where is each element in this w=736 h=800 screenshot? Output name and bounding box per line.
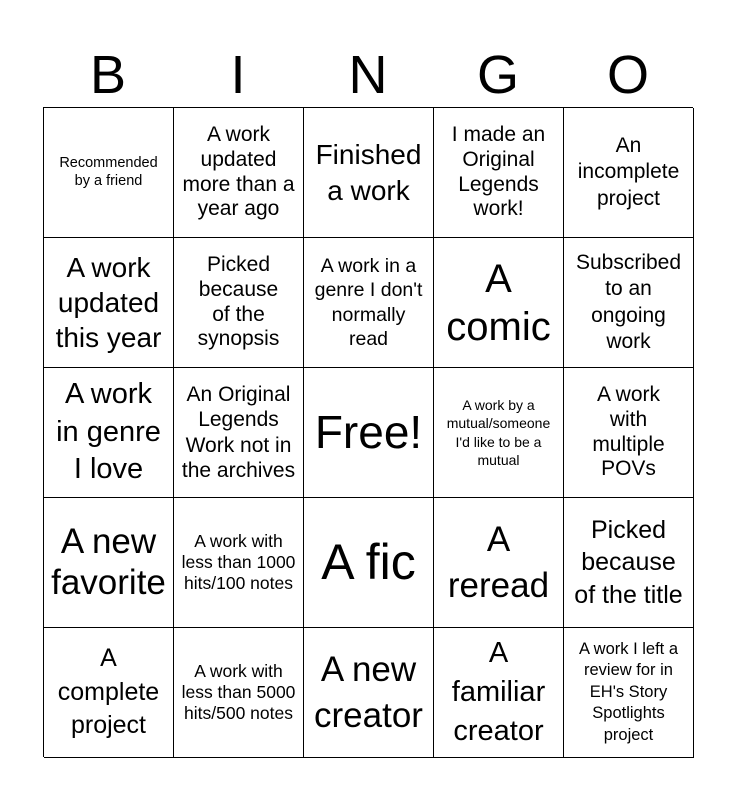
bingo-cell-text: A complete project (57, 643, 160, 740)
bingo-cell-text: An incomplete project (577, 134, 680, 210)
bingo-cell[interactable] (564, 238, 694, 368)
bingo-header (43, 42, 693, 108)
bingo-cell[interactable] (44, 368, 174, 498)
bingo-cell[interactable] (434, 628, 564, 758)
bingo-cell-text: A new favorite (51, 522, 166, 602)
bingo-grid (43, 107, 693, 757)
bingo-cell-text: A familiar creator (451, 636, 546, 748)
bingo-cell[interactable] (174, 108, 304, 238)
bingo-cell-text: A new creator (314, 650, 423, 735)
bingo-cell-text: Picked because of the title (574, 515, 683, 609)
header-letter-o: O (606, 45, 649, 105)
bingo-cell[interactable] (434, 368, 564, 498)
bingo-cell-text: A work I left a review for in EH's Story Spotlights project (578, 639, 679, 744)
bingo-cell[interactable] (174, 498, 304, 628)
bingo-cell[interactable] (304, 238, 434, 368)
bingo-cell[interactable] (304, 368, 434, 498)
bingo-cell-text: A work with less than 1000 hits/100 notes (181, 531, 296, 593)
bingo-cell[interactable] (434, 108, 564, 238)
bingo-cell[interactable] (304, 628, 434, 758)
header-letter-n: N (348, 45, 388, 105)
bingo-cell[interactable] (564, 498, 694, 628)
bingo-cell[interactable] (434, 238, 564, 368)
bingo-cell-text: Free! (314, 406, 423, 459)
bingo-cell[interactable] (304, 108, 434, 238)
bingo-cell-text: A work by a mutual/someone I'd like to be a mutual (446, 397, 551, 468)
bingo-cell[interactable] (564, 628, 694, 758)
header-letter-b: B (89, 45, 127, 105)
bingo-cell-text: A work in a genre I don't normally read (314, 254, 423, 350)
bingo-cell[interactable] (44, 628, 174, 758)
header-letter-i: I (230, 45, 246, 105)
bingo-cell[interactable] (174, 238, 304, 368)
bingo-cell-text: A work with less than 5000 hits/500 notes (181, 661, 296, 723)
bingo-cell-text: A work updated this year (55, 252, 162, 353)
bingo-cell[interactable] (564, 108, 694, 238)
bingo-cell-text: Picked because of the synopsis (197, 252, 280, 351)
bingo-cell[interactable] (304, 498, 434, 628)
bingo-cell-text: A work updated more than a year ago (182, 122, 295, 221)
bingo-cell[interactable] (44, 498, 174, 628)
bingo-cell-text: Finished a work (315, 138, 422, 206)
header-letter-g: G (476, 45, 519, 105)
bingo-cell-text: A work in genre I love (56, 377, 161, 486)
bingo-cell[interactable] (434, 498, 564, 628)
bingo-cell[interactable] (174, 628, 304, 758)
bingo-cell-text: A fic (321, 534, 416, 590)
bingo-cell-text: A reread (447, 520, 550, 605)
bingo-cell[interactable] (44, 238, 174, 368)
bingo-cell[interactable] (174, 368, 304, 498)
bingo-cell-text: An Original Legends Work not in the archives (181, 383, 296, 482)
bingo-cell-text: Recommended by a friend (59, 155, 158, 189)
bingo-cell-text: I made an Original Legends work! (451, 122, 546, 221)
bingo-cell-text: Subscribed to an ongoing work (575, 251, 682, 353)
bingo-cell[interactable] (564, 368, 694, 498)
bingo-cell-text: A work with multiple POVs (592, 382, 665, 481)
bingo-cell[interactable] (44, 108, 174, 238)
bingo-cell-text: A comic (446, 256, 551, 349)
